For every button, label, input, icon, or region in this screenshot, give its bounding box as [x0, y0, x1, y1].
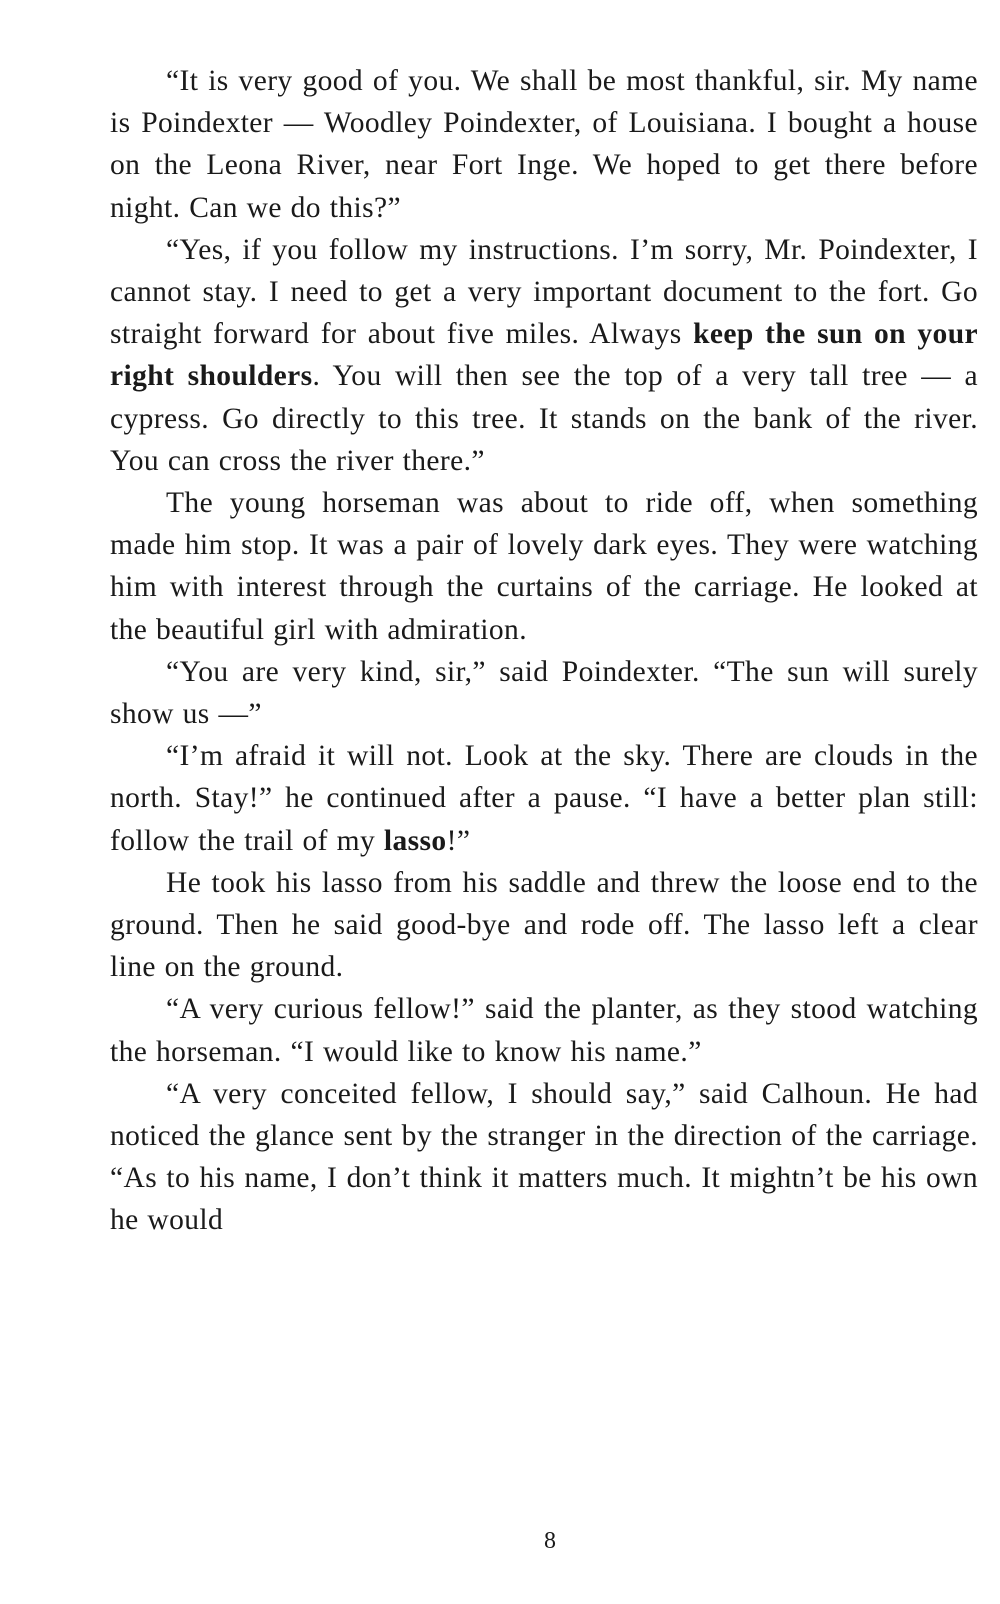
- paragraph-lasso-trail: [110, 862, 978, 989]
- paragraph-curious-fellow: [110, 988, 978, 1072]
- text-span: . You will then see the top of a very tall tree — a cypress. Go directly to this tree. It stands on the bank of the river. You can cross the river there.”: [110, 360, 978, 477]
- paragraph-poindexter-intro: [110, 60, 978, 229]
- paragraph-conceited-fellow: [110, 1073, 978, 1242]
- text-span: !”: [446, 824, 471, 857]
- paragraph-lasso-plan: [110, 735, 978, 862]
- text-span: “I’m afraid it will not. Look at the sky. There are clouds in the north. Stay!” he continued after a pause. “I have a better plan still: follow the trail of my: [110, 740, 978, 857]
- paragraph-instructions: [110, 229, 978, 482]
- text-span: “Yes, if you follow my instructions. I’m sorry, Mr. Poindexter, I cannot stay. I need to get a very important document to the fort. Go straight forward for about five miles. Always: [110, 233, 978, 351]
- paragraph-horseman: [110, 482, 978, 651]
- text-span: He took his lasso from his saddle and threw the loose end to the ground. Then he said good-bye and rode off. The lasso left a clear line on the ground.: [110, 866, 978, 984]
- page-number: 8: [544, 1528, 556, 1554]
- text-span: “A very conceited fellow, I should say,” said Calhoun. He had noticed the glance sent by the stranger in the direction of the carriage. “As to his name, I don’t think it matters much. It mightn’t be his own he would: [110, 1077, 978, 1237]
- book-page-text: [110, 60, 978, 1242]
- paragraph-kind-sir: [110, 651, 978, 735]
- text-span: The young horseman was about to ride off, when something made him stop. It was a pair of lovely dark eyes. They were watching him with interest through the curtains of the carriage. He looked at the beautiful girl with admiration.: [110, 487, 978, 646]
- text-span: “It is very good of you. We shall be most thankful, sir. My name is Poindexter — Woodley Poindexter, of Louisiana. I bought a house on the Leona River, near Fort Inge. We hoped to get there before night. Can we do this?”: [110, 65, 978, 224]
- bold-word-lasso: lasso: [383, 824, 447, 857]
- bold-phrase-sun-shoulders: keep the sun on your right shoulders: [110, 318, 979, 393]
- text-span: “A very curious fellow!” said the planter, as they stood watching the horseman. “I would like to know his name.”: [110, 993, 978, 1068]
- text-span: “You are very kind, sir,” said Poindexter. “The sun will surely show us —”: [110, 655, 978, 731]
